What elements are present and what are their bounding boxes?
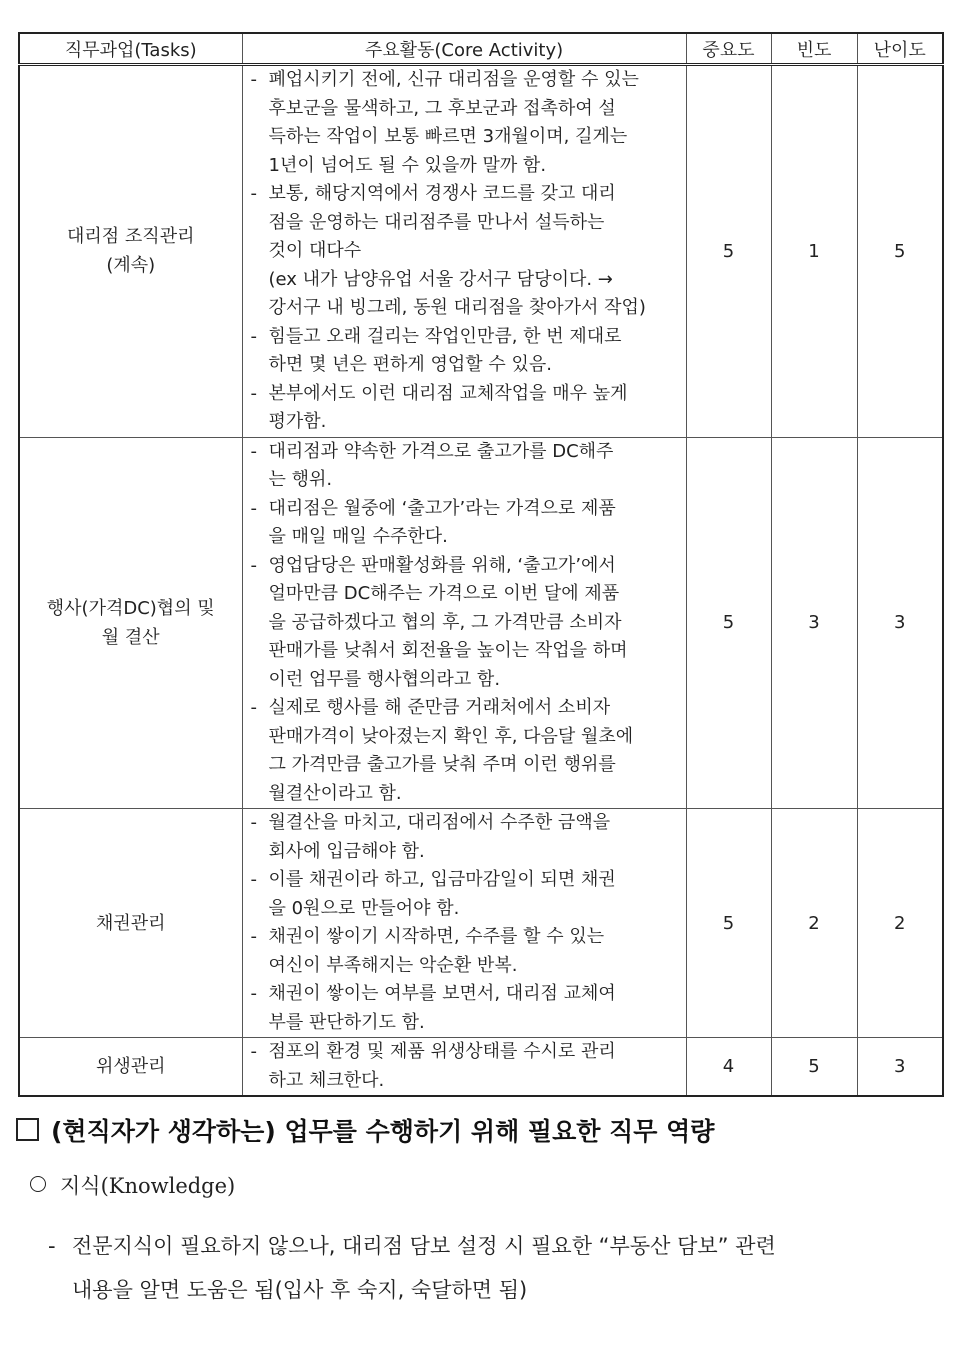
header-frequency: 빈도	[771, 33, 857, 65]
activity-line: 하면 몇 년은 편하게 영업할 수 있음.	[268, 354, 552, 375]
activity-text: 폐업시키기 전에, 신규 대리점을 운영할 수 있는	[268, 69, 639, 90]
activity-line-first	[251, 809, 680, 838]
paragraph-line-1: 전문지식이 필요하지 않으나, 대리점 담보 설정 시 필요한 “부동산 담보” 관련	[72, 1234, 776, 1258]
section-heading	[16, 1112, 714, 1148]
header-importance: 중요도	[686, 33, 771, 65]
dash-bullet: -	[48, 1234, 56, 1258]
activity-item	[251, 809, 680, 866]
activity-item	[251, 323, 680, 380]
dash-bullet: -	[250, 183, 257, 204]
checkbox-square-icon	[16, 1118, 39, 1141]
activity-line-first	[251, 552, 680, 581]
activity-item	[251, 980, 680, 1037]
activity-line: 그 가격만큼 출고가를 낮춰 주며 이런 행위를	[268, 754, 616, 775]
activity-text: 힘들고 오래 걸리는 작업인만큼, 한 번 제대로	[268, 325, 622, 347]
activity-text: 영업담당은 판매활성화를 위해, ‘출고가’에서	[268, 554, 616, 576]
activity-line-first	[251, 980, 680, 1009]
activity-line: 후보군을 물색하고, 그 후보군과 접촉하여 설	[268, 97, 616, 119]
activity-text: 점포의 환경 및 제품 위생상태를 수시로 관리	[268, 1041, 616, 1062]
activity-text: 월결산을 마치고, 대리점에서 수주한 금액을	[268, 812, 611, 833]
importance-cell: 5	[686, 65, 771, 438]
task-label-line: 행사(가격DC)협의 및	[46, 597, 215, 619]
activity-item	[251, 380, 680, 437]
activity-line-first	[251, 66, 680, 95]
table-row	[19, 1038, 943, 1097]
activity-line-first	[251, 1038, 680, 1067]
activity-cell	[242, 437, 686, 809]
activity-item	[251, 552, 680, 695]
task-label-line: 채권관리	[95, 912, 166, 934]
table-row	[19, 437, 943, 809]
activity-text: 이를 채권이라 하고, 입금마감일이 되면 채권	[268, 869, 616, 890]
activity-line-first	[251, 495, 680, 524]
activity-line: 득하는 작업이 보통 빠르면 3개월이며, 길게는	[268, 126, 628, 147]
difficulty-cell: 2	[857, 809, 943, 1038]
task-cell	[19, 437, 242, 809]
activity-text: 채권이 쌓이기 시작하면, 수주를 할 수 있는	[268, 926, 605, 947]
subheading-knowledge	[30, 1170, 235, 1200]
activity-cell	[242, 65, 686, 438]
activity-line: 점을 운영하는 대리점주를 만나서 설득하는	[268, 211, 605, 233]
activity-line-first	[251, 866, 680, 895]
difficulty-cell: 3	[857, 437, 943, 809]
task-label-line: 월 결산	[101, 626, 160, 648]
activity-line-first	[251, 923, 680, 952]
dash-bullet: -	[250, 869, 257, 890]
dash-bullet: -	[250, 697, 257, 718]
dash-bullet: -	[250, 325, 257, 347]
activity-line: 을 매일 매일 수주한다.	[268, 526, 448, 547]
frequency-cell: 2	[771, 809, 857, 1038]
activity-item	[251, 438, 680, 495]
task-cell	[19, 65, 242, 438]
activity-line: 여신이 부족해지는 악순환 반복.	[268, 954, 518, 976]
activity-line-first	[251, 323, 680, 352]
task-cell	[19, 809, 242, 1038]
activity-text: 보통, 해당지역에서 경쟁사 코드를 갖고 대리	[268, 183, 616, 204]
activity-line: 이런 업무를 행사협의라고 함.	[268, 668, 501, 690]
activity-line: 을 공급하겠다고 협의 후, 그 가격만큼 소비자	[268, 611, 622, 633]
dash-bullet: -	[250, 382, 257, 404]
task-label-line: 대리점 조직관리	[67, 226, 195, 248]
dash-bullet: -	[250, 69, 257, 90]
frequency-cell: 1	[771, 65, 857, 438]
difficulty-cell: 5	[857, 65, 943, 438]
task-label-line: 위생관리	[95, 1056, 166, 1077]
activity-line: 평가함.	[268, 411, 327, 432]
activity-text: 실제로 행사를 해 준만큼 거래처에서 소비자	[268, 697, 611, 718]
activity-line: 을 0원으로 만들어야 함.	[268, 897, 460, 919]
dash-bullet: -	[250, 554, 257, 576]
task-cell	[19, 1038, 242, 1097]
activity-cell	[242, 809, 686, 1038]
activity-line: 강서구 내 빙그레, 동원 대리점을 찾아가서 작업)	[268, 297, 646, 318]
importance-cell: 4	[686, 1038, 771, 1097]
activity-line: 회사에 입금해야 함.	[268, 840, 425, 862]
dash-bullet: -	[250, 1041, 257, 1062]
activity-line-first	[251, 438, 680, 467]
activity-line: 얼마만큼 DC해주는 가격으로 이번 달에 제품	[268, 583, 620, 604]
activity-line: 부를 판단하기도 함.	[268, 1011, 425, 1033]
table-row	[19, 809, 943, 1038]
activity-text: 본부에서도 이런 대리점 교체작업을 매우 높게	[268, 382, 628, 404]
activity-item	[251, 495, 680, 552]
activity-cell	[242, 1038, 686, 1097]
section-heading-text: (현직자가 생각하는) 업무를 수행하기 위해 필요한 직무 역량	[51, 1117, 715, 1146]
activity-item	[251, 66, 680, 180]
activity-line: 1년이 넘어도 될 수 있을까 말까 함.	[268, 154, 547, 176]
frequency-cell: 5	[771, 1038, 857, 1097]
activity-line: 월결산이라고 함.	[268, 782, 402, 804]
activity-item	[251, 694, 680, 808]
difficulty-cell: 3	[857, 1038, 943, 1097]
dash-bullet: -	[250, 440, 257, 462]
header-tasks: 직무과업(Tasks)	[19, 33, 242, 65]
activity-item	[251, 1038, 680, 1095]
header-difficulty: 난이도	[857, 33, 943, 65]
activity-item	[251, 923, 680, 980]
header-core-activity: 주요활동(Core Activity)	[242, 33, 686, 65]
task-label-line: (계속)	[106, 255, 156, 277]
activity-line-first	[251, 180, 680, 209]
importance-cell: 5	[686, 809, 771, 1038]
activity-item	[251, 866, 680, 923]
activity-line: 는 행위.	[268, 469, 333, 490]
knowledge-paragraph	[48, 1224, 948, 1312]
activity-line: 것이 대다수	[268, 240, 362, 261]
table-header-row	[19, 33, 943, 65]
activity-text: 채권이 쌓이는 여부를 보면서, 대리점 교체여	[268, 983, 616, 1004]
activity-line: (ex 내가 남양유업 서울 강서구 담당이다. →	[268, 268, 613, 290]
activity-line: 하고 체크한다.	[268, 1069, 385, 1091]
activity-item	[251, 180, 680, 323]
activity-text: 대리점과 약속한 가격으로 출고가를 DC해주	[268, 440, 614, 462]
task-table	[18, 32, 944, 1097]
table-row	[19, 65, 943, 438]
paragraph-line-2: 내용을 알면 도움은 됨(입사 후 숙지, 숙달하면 됨)	[72, 1278, 528, 1302]
dash-bullet: -	[250, 497, 257, 519]
activity-line: 판매가격이 낮아졌는지 확인 후, 다음달 월초에	[268, 725, 634, 747]
activity-line: 판매가를 낮춰서 회전율을 높이는 작업을 하며	[268, 640, 628, 661]
importance-cell: 5	[686, 437, 771, 809]
circle-bullet-icon	[30, 1176, 46, 1192]
subheading-text: 지식(Knowledge)	[60, 1174, 236, 1198]
dash-bullet: -	[250, 812, 257, 833]
frequency-cell: 3	[771, 437, 857, 809]
activity-text: 대리점은 월중에 ‘출고가’라는 가격으로 제품	[268, 497, 616, 519]
activity-line-first	[251, 380, 680, 409]
dash-bullet: -	[250, 926, 257, 947]
activity-line-first	[251, 694, 680, 723]
dash-bullet: -	[250, 983, 257, 1004]
